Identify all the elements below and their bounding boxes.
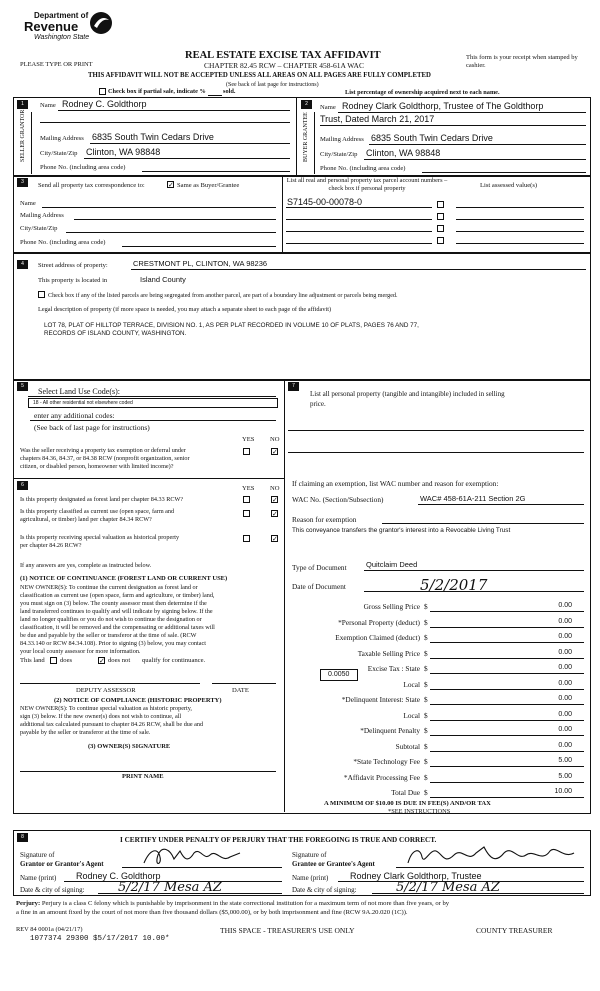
county-treasurer: COUNTY TREASURER (476, 926, 553, 935)
dor-logo (20, 10, 120, 50)
s5-no: NO (270, 436, 280, 443)
fee-label: Local (403, 679, 420, 689)
fee-value: 0.00 (558, 710, 572, 718)
s5-yes: YES (242, 436, 255, 443)
section-2-badge: 2 (301, 100, 312, 109)
see-instructions-note: *SEE INSTRUCTIONS (388, 808, 451, 815)
land-use-value: 18 - All other residential not elsewhere coded (33, 400, 133, 406)
if-yes-note: If any answers are yes, complete as instructed below. (20, 562, 152, 569)
s1-name-label: Name (40, 102, 56, 109)
dollar-sign: $ (424, 710, 428, 720)
doc-type-label: Type of Document (292, 563, 347, 572)
parcel-number-1: S7145-00-00078-0 (287, 197, 363, 207)
wac-label: WAC No. (Section/Subsection) (292, 495, 384, 504)
owner-signature-title: (3) OWNER(S) SIGNATURE (88, 743, 171, 750)
exemption-no-checkbox[interactable]: ✓ (272, 448, 278, 456)
fee-value: 10.00 (554, 788, 572, 795)
grantor-date-city-value: 5/2/17 Mesa AZ (118, 880, 222, 895)
street-value: CRESTMONT PL, CLINTON, WA 98236 (133, 259, 268, 268)
notice-line: classification as current use (open space, farm and agriculture, or timber) land, (20, 592, 215, 599)
fee-value: 0.00 (558, 617, 572, 625)
fee-label: *Personal Property (deduct) (338, 617, 420, 627)
historic-yes-checkbox[interactable] (243, 535, 250, 542)
s3-city-label: City/State/Zip (20, 225, 58, 232)
grantor-name-value: Rodney C. Goldthorp (76, 871, 161, 881)
notice-line: additional tax calculated pursuant to chapter 84.26 RCW, shall be due and (20, 721, 204, 728)
exemption-q-1: Was the seller receiving a property tax exemption or deferral under (20, 447, 186, 454)
section-6-badge: 6 (17, 481, 28, 490)
fee-value: 0.00 (558, 633, 572, 640)
historic-q-2: per chapter 84.26 RCW? (20, 542, 82, 549)
fee-label: *State Technology Fee (353, 757, 420, 766)
historic-q-1: Is this property receiving special valuation as historical property (20, 534, 180, 541)
fee-label: Total Due (391, 788, 420, 797)
form-chapter: CHAPTER 82.45 RCW – CHAPTER 458-61A WAC (204, 61, 364, 70)
notice-line: NEW OWNER(S): To continue special valuation as historic property, (20, 705, 192, 712)
s1-name-value: Rodney C. Goldthorp (62, 99, 147, 109)
grantee-date-city-value: 5/2/17 Mesa AZ (396, 880, 500, 895)
section-3-badge: 3 (17, 178, 28, 187)
perjury-line-2: a fine in an amount fixed by the court of not more than five thousand dollars ($5,000.00), or by both imprisonment and fine (RCW 9A.20.020 (1C)). (16, 908, 408, 916)
receipt-note: This form is your receipt when stamped by cashier. (466, 54, 578, 69)
legal-line-2: RECORDS OF ISLAND COUNTY, WASHINGTON. (44, 330, 187, 337)
county-value: Island County (140, 275, 186, 284)
notice-line: 84.33.140 or RCW 84.34.108). Prior to signing (3) below, you may contact (20, 640, 206, 647)
fee-label: *Delinquent Interest: State (341, 695, 420, 704)
form-title: REAL ESTATE EXCISE TAX AFFIDAVIT (185, 50, 381, 61)
personal-property-1: List all personal property (tangible and intangible) included in selling (310, 390, 505, 398)
land-use-label: Select Land Use Code(s): (38, 387, 120, 396)
current-use-yes-checkbox[interactable] (243, 510, 250, 517)
section-5-badge: 5 (17, 382, 28, 391)
warning-line: THIS AFFIDAVIT WILL NOT BE ACCEPTED UNLESS ALL AREAS ON ALL PAGES ARE FULLY COMPLETED (88, 72, 431, 79)
buyer-grantee-label: BUYER GRANTEE (303, 112, 309, 162)
current-use-q-1: Is this property classified as current use (open space, farm and (20, 508, 175, 515)
fee-value: 0.00 (558, 695, 572, 702)
dollar-sign: $ (424, 726, 428, 735)
notice-line: land no longer qualifies or you do not wish to continue the designation or (20, 616, 202, 623)
parcel-3-personal-checkbox[interactable] (437, 225, 444, 232)
fee-value: 5.00 (558, 757, 572, 764)
exemption-q-2: chapters 84.36, 84.37, or 84.38 RCW (nonprofit organization, senior (20, 455, 190, 462)
dollar-sign: $ (424, 788, 428, 797)
dollar-sign: $ (424, 664, 428, 673)
list-percentage: List percentage of ownership acquired next to each name. (345, 89, 500, 96)
s2-city-label: City/State/Zip (320, 151, 358, 158)
fee-value: 0.00 (558, 664, 572, 671)
dollar-sign: $ (424, 741, 428, 751)
notice2-title: (2) NOTICE OF COMPLIANCE (HISTORIC PROPERTY) (54, 697, 222, 704)
historic-no-checkbox[interactable]: ✓ (272, 535, 278, 543)
s6-no: NO (270, 485, 280, 492)
deputy-assessor-label: DEPUTY ASSESSOR (76, 687, 136, 694)
rev-number: REV 84 0001a (04/21/17) (16, 926, 83, 933)
grantor-date-city-label: Date & city of signing: (20, 886, 85, 894)
grantee-sig-label-2: Grantee or Grantee's Agent (292, 860, 375, 868)
fee-label: Excise Tax : State (367, 664, 420, 673)
fee-label: Local (403, 710, 420, 720)
partial-sale-label: Check box if partial sale, indicate % (108, 88, 206, 95)
exemption-claim-label: If claiming an exemption, list WAC number and reason for exemption: (292, 479, 499, 488)
notice1-title: (1) NOTICE OF CONTINUANCE (FOREST LAND OR CURRENT USE) (20, 575, 228, 582)
dollar-sign: $ (424, 757, 428, 766)
notice-line: you must sign on (3) below. The county assessor must then determine if the (20, 600, 207, 607)
exemption-yes-checkbox[interactable] (243, 448, 250, 455)
notice-line: sign (3) below. If the new owner(s) does not wish to continue, all (20, 713, 182, 720)
street-label: Street address of property: (38, 262, 108, 269)
cashier-stamp: 1077374 29300 $5/17/2017 10.00* (30, 935, 170, 943)
fee-label: Taxable Selling Price (357, 648, 420, 658)
fee-value: 5.00 (558, 772, 572, 780)
legal-line-1: LOT 78, PLAT OF HILLTOP TERRACE, DIVISION NO. 1, AS PER PLAT RECORDED IN VOLUME 10 OF PLATS, PAGES 76 AND 77, (44, 322, 419, 329)
parcel-2-personal-checkbox[interactable] (437, 213, 444, 220)
fee-value: 0.00 (558, 726, 572, 733)
dept-line2: Revenue (24, 19, 79, 34)
s2-mailing-label: Mailing Address (320, 136, 364, 143)
grantee-sig-label-1: Signature of (292, 851, 327, 859)
dollar-sign: $ (424, 617, 428, 627)
s2-phone-label: Phone No. (including area code) (320, 165, 406, 172)
treasurer-use-only: THIS SPACE - TREASURER'S USE ONLY (220, 926, 355, 935)
grantee-signature (404, 843, 584, 869)
located-label: This property is located in (38, 277, 108, 284)
fee-value: 0.00 (558, 648, 572, 656)
reason-value: This conveyance transfers the grantor's interest into a Revocable Living Trust (292, 527, 511, 534)
segregated-label: Check box if any of the listed parcels are being segregated from another parcel, are part of a boundary line adjustment or parcels being merged. (48, 293, 398, 299)
s2-name-value-2: Trust, Dated March 21, 2017 (320, 114, 435, 124)
dor-swoosh-icon (88, 10, 114, 36)
s1-mailing-value: 6835 South Twin Cedars Drive (92, 132, 214, 142)
dollar-sign: $ (424, 772, 428, 782)
notice-line: be due and payable by the seller or transferor at the time of sale. (RCW (20, 632, 197, 639)
grantee-date-city-label: Date & city of signing: (292, 886, 357, 894)
s3-send-label: Send all property tax correspondence to: (38, 182, 145, 189)
grantee-name-value: Rodney Clark Goldthorp, Trustee (350, 871, 482, 881)
print-name-label: PRINT NAME (122, 773, 164, 780)
assessed-header: List assessed value(s) (480, 182, 538, 189)
dollar-sign: $ (424, 679, 428, 689)
reason-label: Reason for exemption (292, 515, 357, 524)
minimum-due-note: A MINIMUM OF $10.00 IS DUE IN FEE(S) AND/OR TAX (324, 800, 491, 807)
parcel-4-personal-checkbox[interactable] (437, 237, 444, 244)
does-not-checkbox[interactable]: ✓ (99, 657, 105, 665)
parcel-header: List all real and personal property tax parcel account numbers – check box if personal property (286, 177, 448, 192)
current-use-no-checkbox[interactable]: ✓ (272, 510, 278, 518)
notice-line: classification, it will be removed and the compensating or additional taxes will (20, 624, 215, 631)
s2-name-label: Name (320, 104, 336, 111)
s2-mailing-value: 6835 South Twin Cedars Drive (371, 133, 493, 143)
fee-label: Exemption Claimed (deduct) (335, 633, 420, 642)
wac-value: WAC# 458-61A-211 Section 2G (420, 494, 526, 503)
seller-grantor-label: SELLER GRANTOR (20, 109, 26, 162)
forest-q: Is this property designated as forest land per chapter 84.33 RCW? (20, 496, 184, 503)
see-back-header: (See back of last page for instructions) (226, 82, 319, 88)
s1-mailing-label: Mailing Address (40, 135, 84, 142)
s6-yes: YES (242, 485, 255, 492)
please-type: PLEASE TYPE OR PRINT (20, 61, 93, 68)
notice-line: payable by the seller or transferor at the time of sale. (20, 729, 151, 736)
section-8-badge: 8 (17, 833, 28, 842)
personal-property-2: price. (310, 400, 326, 408)
perjury-bold: Perjury: (16, 900, 41, 907)
dollar-sign: $ (424, 695, 428, 704)
notice-line: land transferred continues to qualify and will indicate by signing below. If the (20, 608, 213, 615)
dollar-sign: $ (424, 648, 428, 658)
notice-line: NEW OWNER(S): To continue the current designation as forest land or (20, 584, 198, 591)
grantor-signature (140, 845, 250, 869)
grantee-name-label: Name (print) (292, 874, 329, 882)
dept-line1: Department of (34, 11, 89, 20)
legal-label: Legal description of property (if more space is needed, you may attach a separate sheet to each page of the affidavit) (38, 306, 332, 313)
s3-phone-label: Phone No. (including area code) (20, 239, 106, 246)
qualify-label: qualify for continuance. (142, 657, 206, 664)
current-use-q-2: agricultural, or timber) land per chapter 84.34 RCW? (20, 516, 152, 523)
dollar-sign: $ (424, 602, 428, 611)
assessor-date-label: DATE (232, 687, 249, 694)
same-as-buyer-label: Same as Buyer/Grantee (177, 182, 240, 189)
section-7-badge: 7 (288, 382, 299, 391)
forest-no-checkbox[interactable]: ✓ (272, 496, 278, 504)
s2-city-value: Clinton, WA 98848 (366, 148, 441, 158)
notice-line: your local county assessor for more information. (20, 648, 141, 655)
grantor-sig-label-2: Grantor or Grantor's Agent (20, 860, 104, 868)
fee-value: 0.00 (558, 741, 572, 749)
perjury-note (16, 900, 590, 917)
s3-name-label: Name (20, 200, 36, 207)
fee-value: 0.00 (558, 602, 572, 609)
parcel-1-personal-checkbox[interactable] (437, 201, 444, 208)
fee-label: Subtotal (395, 741, 420, 751)
additional-codes-label: enter any additional codes: (34, 411, 115, 420)
dept-line3: Washington State (34, 34, 90, 41)
doc-date-value: 5/2/2017 (420, 576, 488, 594)
s5-see-back: (See back of last page for instructions) (34, 423, 150, 432)
doc-date-label: Date of Document (292, 582, 346, 591)
certify-line: I CERTIFY UNDER PENALTY OF PERJURY THAT THE FOREGOING IS TRUE AND CORRECT. (120, 836, 437, 844)
exemption-q-3: citizen, or disabled person, homeowner with limited income)? (20, 463, 174, 470)
sold-label: sold. (223, 88, 236, 95)
forest-yes-checkbox[interactable] (243, 496, 250, 503)
section-4-badge: 4 (17, 260, 28, 269)
fee-value: 0.00 (558, 679, 572, 687)
dollar-sign: $ (424, 633, 428, 642)
local-rate-value: 0.0050 (328, 671, 350, 678)
does-not-label: does not (108, 657, 131, 664)
fee-label: *Delinquent Penalty (360, 726, 420, 735)
s3-mailing-label: Mailing Address (20, 212, 64, 219)
segregated-checkbox[interactable] (38, 291, 45, 298)
does-checkbox[interactable] (50, 657, 57, 664)
does-label: does (60, 657, 73, 664)
partial-sale-checkbox[interactable] (99, 88, 106, 95)
section-1-badge: 1 (17, 100, 28, 109)
s1-city-label: City/State/Zip (40, 150, 78, 157)
perjury-line-1: Perjury is a class C felony which is punishable by imprisonment in the state correctional institution for a maximum term of not more than five years, or by (41, 900, 450, 907)
grantor-name-label: Name (print) (20, 874, 57, 882)
fee-label: *Affidavit Processing Fee (343, 772, 420, 782)
this-land-label: This land (20, 657, 45, 664)
same-as-buyer-checkbox[interactable]: ✓ (168, 181, 174, 189)
s1-phone-label: Phone No. (including area code) (40, 164, 126, 171)
s1-city-value: Clinton, WA 98848 (86, 147, 161, 157)
land-use-select[interactable] (28, 398, 278, 408)
s2-name-value-1: Rodney Clark Goldthorp, Trustee of The Goldthorp (342, 101, 544, 111)
grantor-sig-label-1: Signature of (20, 851, 55, 859)
local-rate-box (320, 669, 358, 681)
doc-type-value: Quitclaim Deed (366, 560, 418, 569)
fee-label: Gross Selling Price (363, 602, 420, 611)
